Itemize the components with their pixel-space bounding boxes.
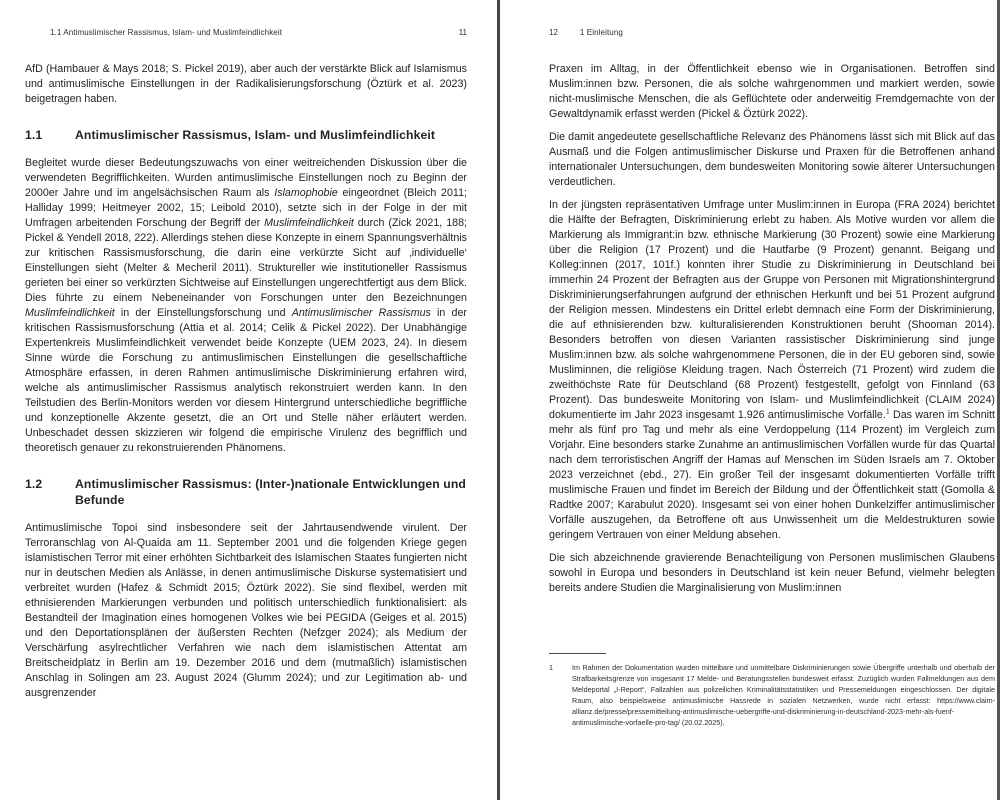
text-run: Die sich abzeichnende gravierende Benachteiligung von Personen muslimischen Glaubens sowohl in Europa und besonders in Deutschland ist kein neuer Befund, vielmehr belegten bereits andere Studien die Marginalisierung von Muslim:innen	[549, 552, 995, 594]
section-title: Antimuslimischer Rassismus, Islam- und Muslimfeindlichkeit	[75, 128, 436, 142]
text-run: Im Rahmen der Dokumentation wurden mittelbare und unmittelbare Diskriminierungen sowie Übergriffe unterhalb und oberhalb der Strafbarkeitsgrenze von insgesamt 17 Melde- und Beratungsstellen bundesweit erfasst. Zuzüglich wurden Fallmeldungen aus dem Meldeportal „I-Report“, Fallzahlen aus polizeilichen Kriminalitätsstatistiken und Pressemeldungen eingeschlossen. Der digitale Raum, also beispielsweise antimuslimische Hassrede in sozialen Netzwerken, wurde nicht erfasst: https://www.claim-allianz.de/presse/pressemitteilung-antimuslimische-uebergriffe-und-diskriminierung-in-deutschland-2023-mehr-als-fuenf-antimuslimische-vorfaelle-pro-tag/ (20.02.2025).	[572, 663, 995, 727]
italic-text-run: Muslimfeindlichkeit	[264, 217, 354, 229]
text-run: eingeordnet (Bleich 2011; Halliday 1999; Heitmeyer 2002, 15; Leibold 2010), setzte sich in der Folge in der mit Umfragen arbeitenden Forschung der Begriff der	[25, 187, 467, 229]
section-number: 1.1	[25, 128, 43, 142]
italic-text-run: Antimuslimischer Rassismus	[291, 307, 431, 319]
italic-text-run: Islamophobie	[274, 187, 338, 199]
text-run: Das waren im Schnitt mehr als fünf pro Tag und mehr als eine Verdoppelung (114 Prozent) im Vergleich zum Vorjahr. Eine besonders starke Zunahme an antimuslimischen Vorfällen wurde für das Quartal nach dem terroristischen Angriff der Hamas auf Menschen im Süden Israels am 7. Oktober 2023 verzeichnet (ebd., 27). Ein großer Teil der insgesamt dokumentierten Vorfälle trifft muslimische Frauen und findet im Bereich der Bildung und der Öffentlichkeit statt (Gomolla & Radtke 2007; Karabulut 2020). Insgesamt sei von einer hohen Dunkelziffer antimuslimischer Vorfälle auszugehen, da Betroffene oft aus Unwissenheit um die Meldestrukturen sowie geringem Vertrauen von einer Meldung absehen.	[549, 409, 995, 541]
section-title: Antimuslimischer Rassismus: (Inter-)nationale Entwicklungen und Befunde	[75, 477, 466, 507]
footnote-marker: 1	[549, 663, 553, 672]
right-page-body	[549, 62, 995, 596]
text-run: Die damit angedeutete gesellschaftliche Relevanz des Phänomens lässt sich mit Blick auf das Ausmaß und die Folgen antimuslimischer Diskurse und Praxen für die Betroffenen anhand internationaler Untersuchungen, dem bundesweiten Monitoring sowie älterer Untersuchungen verdeutlichen.	[549, 131, 995, 188]
text-run: durch (Zick 2021, 188; Pickel & Yendell 2018, 222). Allerdings stehen diese Konzepte in einem Spannungsverhältnis zur kritischen Rassismusforschung, die darin eine verkürzte Sicht auf ‚individuelle‘ Einstellungen sieht (Melter & Mecheril 2011). Struktureller wie institutioneller Rassismus gerieten bei einer so verkürzten Sichtweise auf Einstellungen ungerechtfertigt aus dem Blick. Dies führte zu einem Nebeneinander von Forschungen unter den Bezeichnungen	[25, 217, 467, 304]
right-page	[549, 28, 995, 604]
footnote-area	[549, 653, 995, 728]
section-heading	[25, 127, 467, 143]
page-gutter-line	[497, 0, 500, 800]
text-run: Praxen im Alltag, in der Öffentlichkeit ebenso wie in Organisationen. Betroffen sind Muslim:innen bzw. Personen, die als solche wahrgenommen und markiert werden, sowie nicht-muslimische Menschen, die als Geflüchtete oder anderweitig Fremdgemachte von der Gewaltdynamik erfasst werden (Pickel & Öztürk 2022).	[549, 63, 995, 120]
footnote-reference: 1	[885, 408, 890, 416]
footnote	[549, 663, 995, 728]
section-number: 1.2	[25, 477, 43, 491]
left-page-body	[25, 62, 467, 701]
text-run: AfD (Hambauer & Mays 2018; S. Pickel 2019), aber auch der verstärkte Blick auf Islamismus und antimuslimische Einstellungen in der Radikalisierungsforschung (Öztürk et al. 2023) beigetragen haben.	[25, 63, 467, 105]
left-page	[25, 28, 467, 709]
text-run: in der kritischen Rassismusforschung (Attia et al. 2014; Celik & Pickel 2022). Der Unabhängige Expertenkreis Muslimfeindlichkeit verwendet beide Konzepte (UEM 2023, 24). In diesem Sinne würde die Forschung zu antimuslimischen Einstellungen die gesellschaftliche Atmosphäre erfassen, in deren Rahmen antimuslimische Diskriminierung erfahren wird, welche als antimuslimischer Rassismus analytisch rekonstruiert werden kann. In den Teilstudien des Berlin-Monitors werden vor diesem Hintergrund unterschiedliche begriffliche und konzeptionelle Akzente gesetzt, die an Ort und Stelle näher erläutert werden. Unbeschadet dessen skizzieren wir folgend die empirische Virulenz des begrifflich und theoretisch genauer zu rekonstruierenden Phänomens.	[25, 307, 467, 454]
body-paragraph	[549, 62, 995, 122]
running-head-chapter: 1 Einleitung	[579, 28, 623, 37]
footnote-text	[572, 663, 995, 728]
body-paragraph	[25, 62, 467, 107]
body-paragraph	[549, 130, 995, 190]
text-run: Antimuslimische Topoi sind insbesondere seit der Jahrtausendwende virulent. Der Terroranschlag von Al-Quaida am 11. September 2001 und die folgenden Kriege gegen islamistischen Terror mit einer erhöhten Sichtbarkeit des Islamischen Staates fungierten nicht nur in deutschen Medien als Anlässe, in denen antimuslimische Diskurse systematisiert und verbreitet wurden (Hafez & Schmidt 2015; Öztürk 2022). Sie sind flexibel, werden mit ethnisierenden Markierungen verbunden und politisch unterschiedlich funktionalisiert: als Bestandteil der Imagination eines homogenen Volkes wie bei PEGIDA (Geiges et al. 2015) und den Deportationsplänen der äußersten Rechten (Nefzger 2024); als Medium der Verschärfung asylrechtlicher Verfahren wie nach dem islamistischen Attentat am Breitscheidplatz in Berlin am 19. Dezember 2016 und dem (mutmaßlich) islamistischen Anschlag in Solingen am 23. August 2024 (Glumm 2024); und zur Legitimation ab- und ausgrenzender	[25, 522, 467, 699]
footnote-separator	[549, 653, 606, 654]
running-head-title: 1.1 Antimuslimischer Rassismus, Islam- und Muslimfeindlichkeit	[50, 28, 283, 37]
page-number-right: 12	[549, 28, 558, 37]
running-head-right	[549, 28, 995, 38]
running-head-left	[25, 28, 467, 38]
page-number-left: 11	[458, 28, 467, 37]
italic-text-run: Muslimfeindlichkeit	[25, 307, 115, 319]
body-paragraph	[549, 198, 995, 543]
text-run: Begleitet wurde dieser Bedeutungszuwachs von einer weitreichenden Diskussion über die verwendeten Begrifflichkeiten. Wurden antimuslimische Einstellungen noch zu Beginn der 2000er Jahre und im angelsächsischen Raum als	[25, 157, 467, 199]
text-run: in der Einstellungsforschung und	[114, 307, 292, 319]
text-run: In der jüngsten repräsentativen Umfrage unter Muslim:innen in Europa (FRA 2024) berichtet die Hälfte der Befragten, Diskriminierung erlebt zu haben. Als Motive wurden vor allem die Markierung als Immigrant:in bzw. ethnische Markierung (30 Prozent) sowie eine Markierung über die Religion (17 Prozent) und die Hautfarbe (9 Prozent) genannt. Beigang und Kolleg:innen (2017, 101f.) konnten ihrer Studie zu Diskriminierung in Deutschland bei immerhin 24 Prozent der Befragten aus der Gruppe von Personen mit Migrationshintergrund Diskriminierungserfahrungen aufgrund der ethnischen Herkunft und bei 51 Prozent aufgrund der Religion messen. Mindestens ein Drittel erlebt demnach eine Form der Diskriminierung, die auf ethnisierenden bzw. kulturalisierenden Konstruktionen beruht (Shooman 2014). Besonders betroffen von diesen Varianten rassistischer Diskriminierung sind junge Muslim:innen bzw. als solche wahrgenommene Personen, die in der EU geboren sind, sowie Musliminnen, die religiöse Kleidung tragen. Nach Österreich (71 Prozent) wird zudem die zweithöchste Rate für Deutschland (68 Prozent) festgestellt, gefolgt von Finnland (63 Prozent). Das bundesweite Monitoring von Islam- und Muslimfeindlichkeit (CLAIM 2024) dokumentierte im Jahr 2023 insgesamt 1.926 antimuslimische Vorfälle.	[549, 199, 995, 421]
body-paragraph	[549, 551, 995, 596]
body-paragraph	[25, 521, 467, 701]
body-paragraph	[25, 156, 467, 456]
section-heading	[25, 476, 467, 508]
